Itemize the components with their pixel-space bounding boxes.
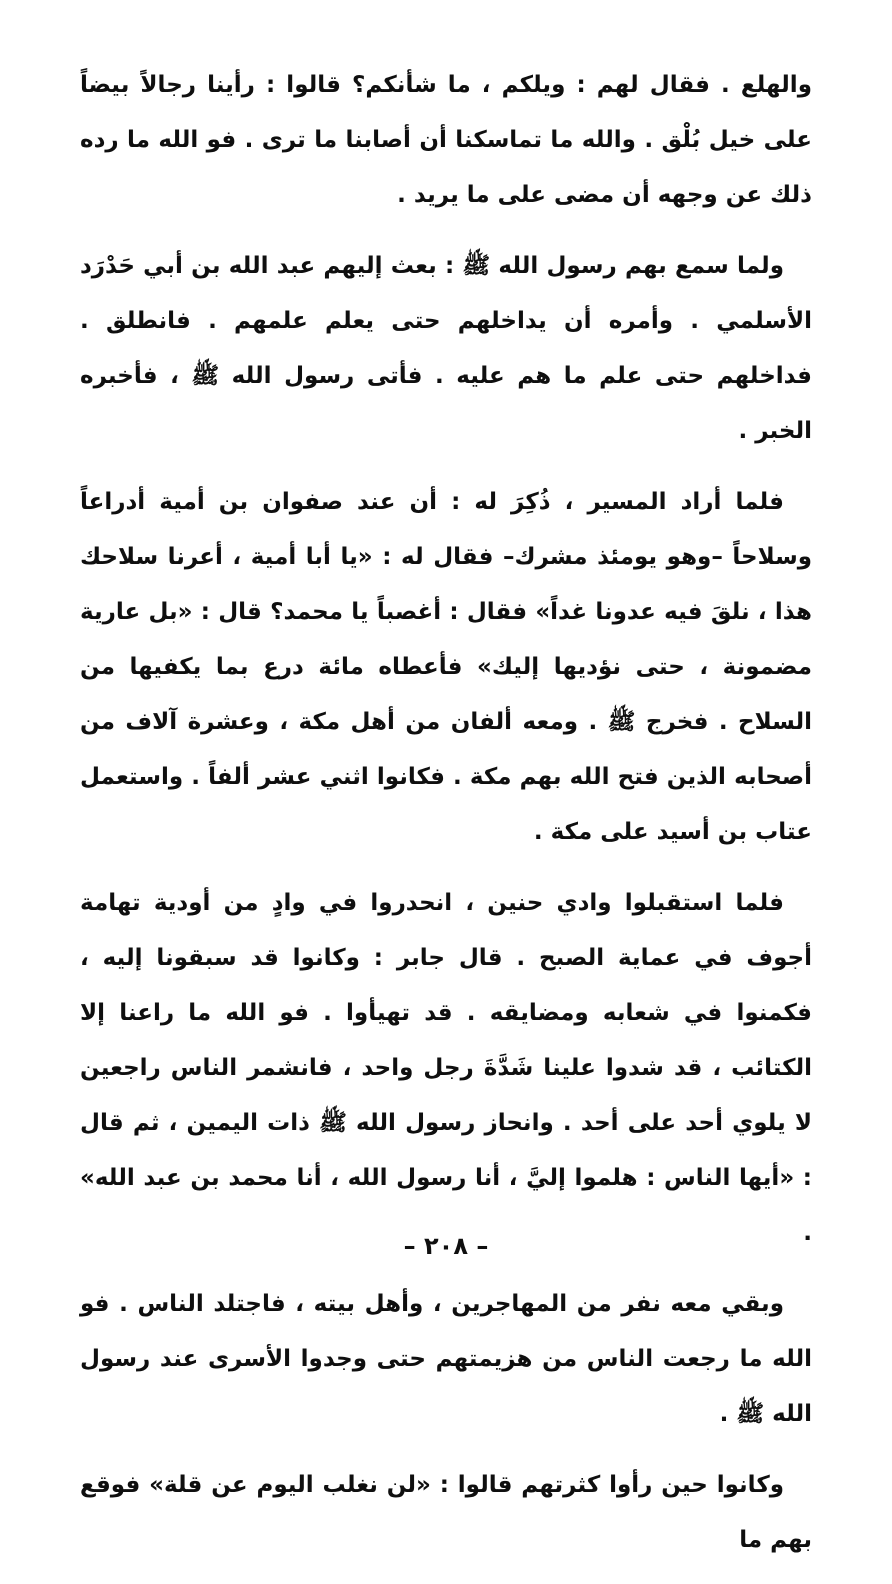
body-text	[80, 58, 812, 1584]
page-number: – ٢٠٨ –	[403, 1232, 489, 1260]
paragraph: ولما سمع بهم رسول الله ﷺ : بعث إليهم عبد الله بن أبي حَدْرَد الأسلمي . وأمره أن يداخلهم حتى يعلم علمهم . فانطلق . فداخلهم حتى علم ما هم عليه . فأتى رسول الله ﷺ ، فأخبره الخبر .	[80, 253, 812, 444]
paragraph: وبقي معه نفر من المهاجرين ، وأهل بيته ، فاجتلد الناس . فو الله ما رجعت الناس من هزيمتهم حتى وجدوا الأسرى عند رسول الله ﷺ .	[80, 1291, 812, 1427]
paragraph: والهلع . فقال لهم : ويلكم ، ما شأنكم؟ قالوا : رأينا رجالاً بيضاً على خيل بُلْق . والله ما تماسكنا أن أصابنا ما ترى . فو الله ما رده ذلك عن وجهه أن مضى على ما يريد .	[80, 72, 812, 208]
paragraph: فلما أراد المسير ، ذُكِرَ له : أن عند صفوان بن أمية أدراعاً وسلاحاً –وهو يومئذ مشرك– فقال له : «يا أبا أمية ، أعرنا سلاحك هذا ، نلقَ فيه عدونا غداً» فقال : أغصباً يا محمد؟ قال : «بل عارية مضمونة ، حتى نؤديها إليك» فأعطاه مائة درع بما يكفيها من السلاح . فخرج ﷺ . ومعه ألفان من أهل مكة ، وعشرة آلاف من أصحابه الذين فتح الله بهم مكة . فكانوا اثني عشر ألفاً . واستعمل عتاب بن أسيد على مكة .	[80, 489, 812, 845]
paragraph: فلما استقبلوا وادي حنين ، انحدروا في وادٍ من أودية تهامة أجوف في عماية الصبح . قال جابر : وكانوا قد سبقونا إليه ، فكمنوا في شعابه ومضايقه . قد تهيأوا . فو الله ما راعنا إلا الكتائب ، قد شدوا علينا شَدَّةَ رجل واحد ، فانشمر الناس راجعين لا يلوي أحد على أحد . وانحاز رسول الله ﷺ ذات اليمين ، ثم قال : «أيها الناس : هلموا إليَّ ، أنا رسول الله ، أنا محمد بن عبد الله» .	[80, 890, 812, 1246]
paragraph: وكانوا حين رأوا كثرتهم قالوا : «لن نغلب اليوم عن قلة» فوقع بهم ما	[80, 1472, 812, 1553]
